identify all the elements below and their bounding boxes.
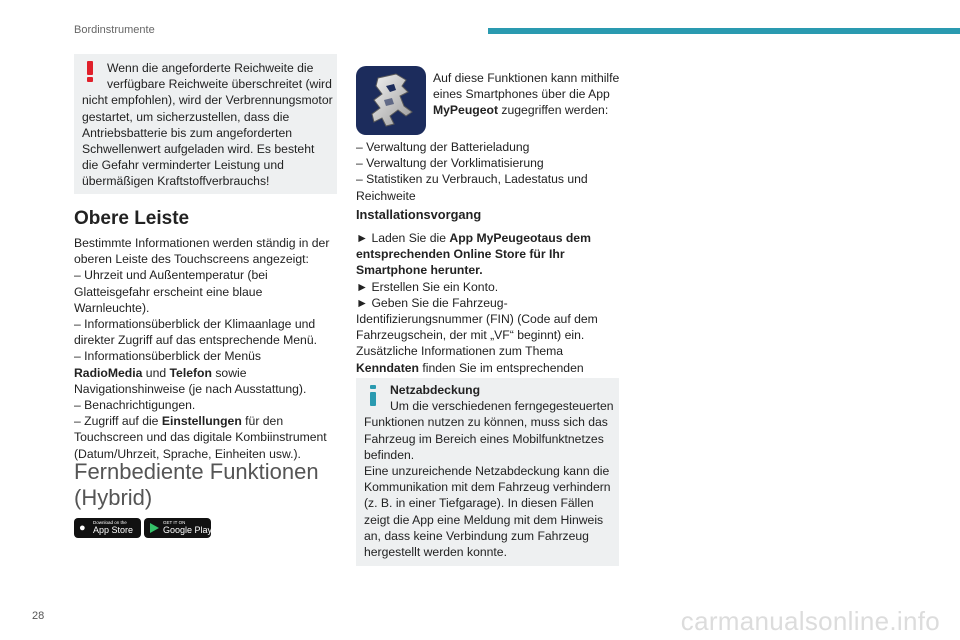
- upper-bar-item-4: – Benachrichtigungen.: [74, 398, 196, 413]
- install-step-1: [356, 230, 624, 279]
- list-item: – Statistiken zu Verbrauch, Ladestatus und Reichweite: [356, 172, 588, 203]
- section-title-remote-functions: Fernbediente Funktionen (Hybrid): [74, 459, 319, 510]
- note-pre: Zusätzliche Informationen zum Thema: [356, 344, 564, 359]
- app-intro-pre: Auf diese Funktionen kann mithilfe eines Smartphones über die App: [433, 71, 620, 102]
- item3-and: und: [142, 365, 170, 380]
- network-title: [364, 382, 616, 398]
- page-number: 28: [32, 610, 45, 622]
- google-play-label: Google Play: [163, 525, 213, 535]
- network-title-text: Netzabdeckung: [390, 383, 481, 397]
- warning-text: [82, 60, 334, 190]
- app-feature-list: [356, 139, 626, 204]
- app-store-small-text: Download on the: [93, 520, 127, 525]
- app-store-label: App Store: [93, 525, 134, 535]
- apple-icon: ●: [79, 522, 86, 534]
- install-step-3: ► Geben Sie die Fahrzeug-Identifizierungsnummer (FIN) (Code auf dem Fahrzeugschein, der mit „VF“ beginnt) ein.: [356, 295, 598, 343]
- item3-pre: – Informationsüberblick der Menüs: [74, 349, 261, 364]
- list-item: – Verwaltung der Batterieladung: [356, 140, 530, 154]
- app-intro-text: [433, 70, 623, 119]
- network-rest: Funktionen nutzen zu können, muss sich das Fahrzeug im Bereich eines Mobilfunktnetzes befinden.: [364, 415, 608, 462]
- warning-text-first: Wenn die angeforderte Reichweite die verfügbare Reichweite überschreitet (wird: [107, 61, 332, 92]
- upper-bar-item-1: – Uhrzeit und Außentemperatur (bei Glatteisgefahr erscheint eine blaue Warnleuchte).: [74, 268, 268, 315]
- einstellungen-label: Einstellungen: [161, 414, 242, 429]
- upper-bar-intro: Bestimmte Informationen werden ständig in der oberen Leiste des Touchscreens angezeigt:: [74, 236, 330, 267]
- network-first: Um die verschiedenen ferngegesteuerten: [390, 399, 614, 414]
- header-accent-bar: [488, 28, 960, 34]
- network-para2: Eine unzureichende Netzabdeckung kann die Kommunikation mit dem Fahrzeug verhindern (z. B. in einer Tiefgarage). In diesen Fällen zeigt die App eine Meldung mit dem Hinweis an, dass keine Verbindung zum Fahrzeug hergestellt werden konnte.: [364, 464, 611, 560]
- warning-text-rest: nicht empfohlen), wird der Verbrennungsmotor gestartet, um sicherzustellen, dass die Antriebsbatterie bis zum angeforderten Schwellenwert aufgeladen wird. Es besteht die Gefahr verminderter Leistung und übermäßigen Kraftstoffverbrauchs!: [82, 93, 333, 189]
- radiomedia-label: RadioMedia: [74, 365, 143, 380]
- running-header: Bordinstrumente: [74, 24, 155, 36]
- install-steps: [356, 230, 624, 392]
- item3-post: sowie Navigationshinweise (je nach Ausstattung).: [74, 365, 307, 396]
- step1-bold: App MyPeugeotaus dem entsprechenden Online Store für Ihr Smartphone herunter.: [356, 231, 591, 278]
- watermark: carmanualsonline.info: [680, 606, 940, 636]
- install-step-2: ► Erstellen Sie ein Konto.: [356, 279, 499, 294]
- app-intro-post: zugegriffen werden:: [498, 103, 609, 118]
- google-play-badge[interactable]: [144, 518, 211, 538]
- item5-post: für den Touchscreen und das digitale Kombiinstrument (Datum/Uhrzeit, Sprache, Einheiten usw.).: [74, 414, 327, 461]
- telefon-label: Telefon: [169, 365, 212, 380]
- app-store-badge[interactable]: [74, 518, 141, 538]
- item5-pre: – Zugriff auf die: [74, 414, 162, 429]
- mypeugeot-label: MyPeugeot: [433, 103, 499, 118]
- google-play-icon: [150, 523, 159, 533]
- google-play-small-text: GET IT ON: [163, 520, 186, 525]
- kenndaten-label: Kenndaten: [356, 360, 419, 375]
- install-title: Installationsvorgang: [356, 207, 482, 222]
- upper-bar-item-2: – Informationsüberblick der Klimaanlage und direkter Zugriff auf das entsprechende Menü.: [74, 317, 317, 348]
- upper-bar-text: [74, 235, 336, 462]
- section-title-upper-bar: Obere Leiste: [74, 208, 190, 229]
- upper-bar-item-3: [74, 348, 336, 397]
- upper-bar-item-5: [74, 413, 336, 462]
- step1-pre: ► Laden Sie die: [356, 231, 450, 245]
- app-intro: [433, 70, 623, 119]
- network-info-text: [364, 382, 616, 560]
- list-item: – Verwaltung der Vorklimatisierung: [356, 156, 544, 171]
- note-post: finden Sie im entsprechenden: [422, 360, 584, 375]
- peugeot-lion-icon: [356, 66, 426, 135]
